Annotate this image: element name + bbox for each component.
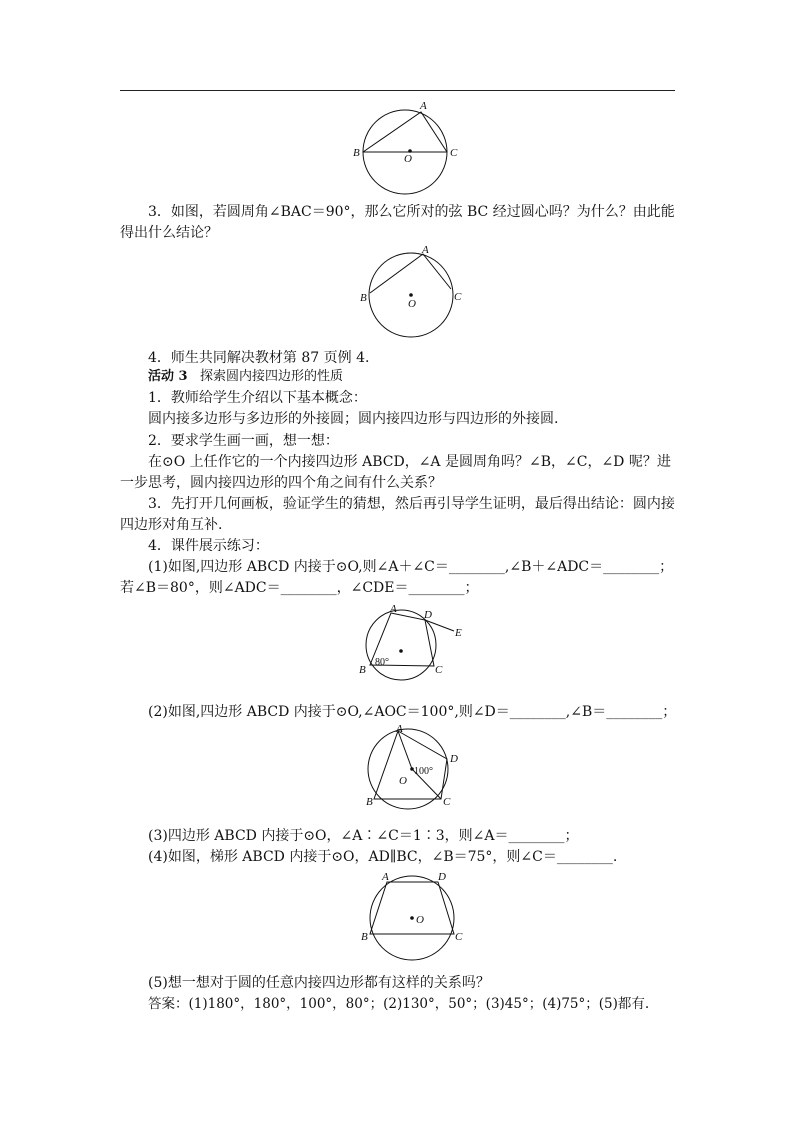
angle-label-b: 80°: [375, 657, 389, 668]
point-label-d: D: [424, 609, 432, 621]
header-rule: [120, 90, 675, 91]
point-label-o: O: [404, 153, 412, 165]
point-label-a: A: [420, 100, 427, 112]
point-label-c: C: [454, 291, 462, 303]
point-label-o: O: [399, 775, 407, 787]
item-2-detail-line1: 在⊙O 上任作它的一个内接四边形 ABCD，∠A 是圆周角吗？∠B，∠C，∠D 呢？进: [148, 454, 671, 470]
exercise-4: (4)如图，梯形 ABCD 内接于⊙O，AD∥BC，∠B＝75°，则∠C＝________.: [148, 849, 618, 865]
item-3-line2: 四边形对角互补.: [120, 517, 223, 533]
exercise-2: (2)如图,四边形 ABCD 内接于⊙O,∠AOC＝100°,则∠D＝________,∠B＝________；: [148, 704, 677, 720]
item-1: 1．教师给学生介绍以下基本概念：: [148, 390, 367, 406]
item-4: 4．课件展示练习：: [148, 538, 269, 554]
figure-circle-inscribed-angle: [350, 243, 460, 343]
point-label-a: A: [390, 603, 397, 615]
point-label-o: O: [416, 914, 424, 926]
point-label-b: B: [359, 664, 366, 676]
question-3-line2: 得出什么结论？: [120, 225, 218, 241]
exercise-3: (3)四边形 ABCD 内接于⊙O，∠A∶∠C＝1∶3，则∠A＝________；: [148, 828, 579, 844]
point-label-a: A: [422, 244, 429, 256]
point-label-b: B: [360, 292, 367, 304]
item-1-detail: 圆内接多边形与多边形的外接圆；圆内接四边形与四边形的外接圆.: [148, 411, 559, 427]
figure-circle-diameter: [350, 98, 460, 198]
angle-label-aoc: 100°: [414, 766, 433, 777]
exercise-1-line2: 若∠B＝80°，则∠ADC＝________，∠CDE＝________；: [120, 580, 479, 596]
question-3-line1: 3．如图，若圆周角∠BAC＝90°，那么它所对的弦 BC 经过圆心吗？为什么？由此能: [148, 204, 675, 220]
point-label-o: O: [408, 298, 416, 310]
point-label-b: B: [353, 147, 360, 159]
activity-3-heading: [120, 368, 708, 386]
exercise-1-line1: (1)如图,四边形 ABCD 内接于⊙O,则∠A＋∠C＝________,∠B＋∠ADC＝________；: [148, 559, 674, 575]
point-label-c: C: [435, 664, 443, 676]
point-label-d: D: [438, 871, 446, 883]
question-4: 4．师生共同解决教材第 87 页例 4.: [148, 350, 370, 366]
activity-3-label: 活动 3: [148, 369, 188, 384]
point-label-b: B: [366, 796, 373, 808]
answer: 答案：(1)180°，180°，100°，80°；(2)130°，50°；(3)45°；(4)75°；(5)都有.: [148, 996, 650, 1012]
figure-trapezoid-inscribed: [354, 870, 470, 970]
item-2-detail-line2: 一步思考，圆内接四边形的四个角之间有什么关系？: [120, 475, 442, 491]
point-label-a: A: [382, 871, 389, 883]
point-label-b: B: [361, 931, 368, 943]
figure-quadrilateral-central-angle: [358, 724, 468, 814]
point-label-c: C: [455, 931, 463, 943]
item-2: 2．要求学生画一画，想一想：: [148, 433, 339, 449]
point-label-c: C: [443, 796, 451, 808]
point-label-c: C: [450, 147, 458, 159]
figure-quadrilateral-exterior-angle: [352, 603, 472, 683]
point-label-a: A: [396, 723, 403, 735]
point-label-d: D: [450, 753, 458, 765]
item-3-line1: 3．先打开几何画板，验证学生的猜想，然后再引导学生证明，最后得出结论：圆内接: [148, 496, 675, 512]
point-label-e: E: [455, 627, 462, 639]
activity-3-title: 探索圆内接四边形的性质: [199, 369, 343, 384]
exercise-5: (5)想一想对于圆的任意内接四边形都有这样的关系吗？: [148, 975, 490, 991]
